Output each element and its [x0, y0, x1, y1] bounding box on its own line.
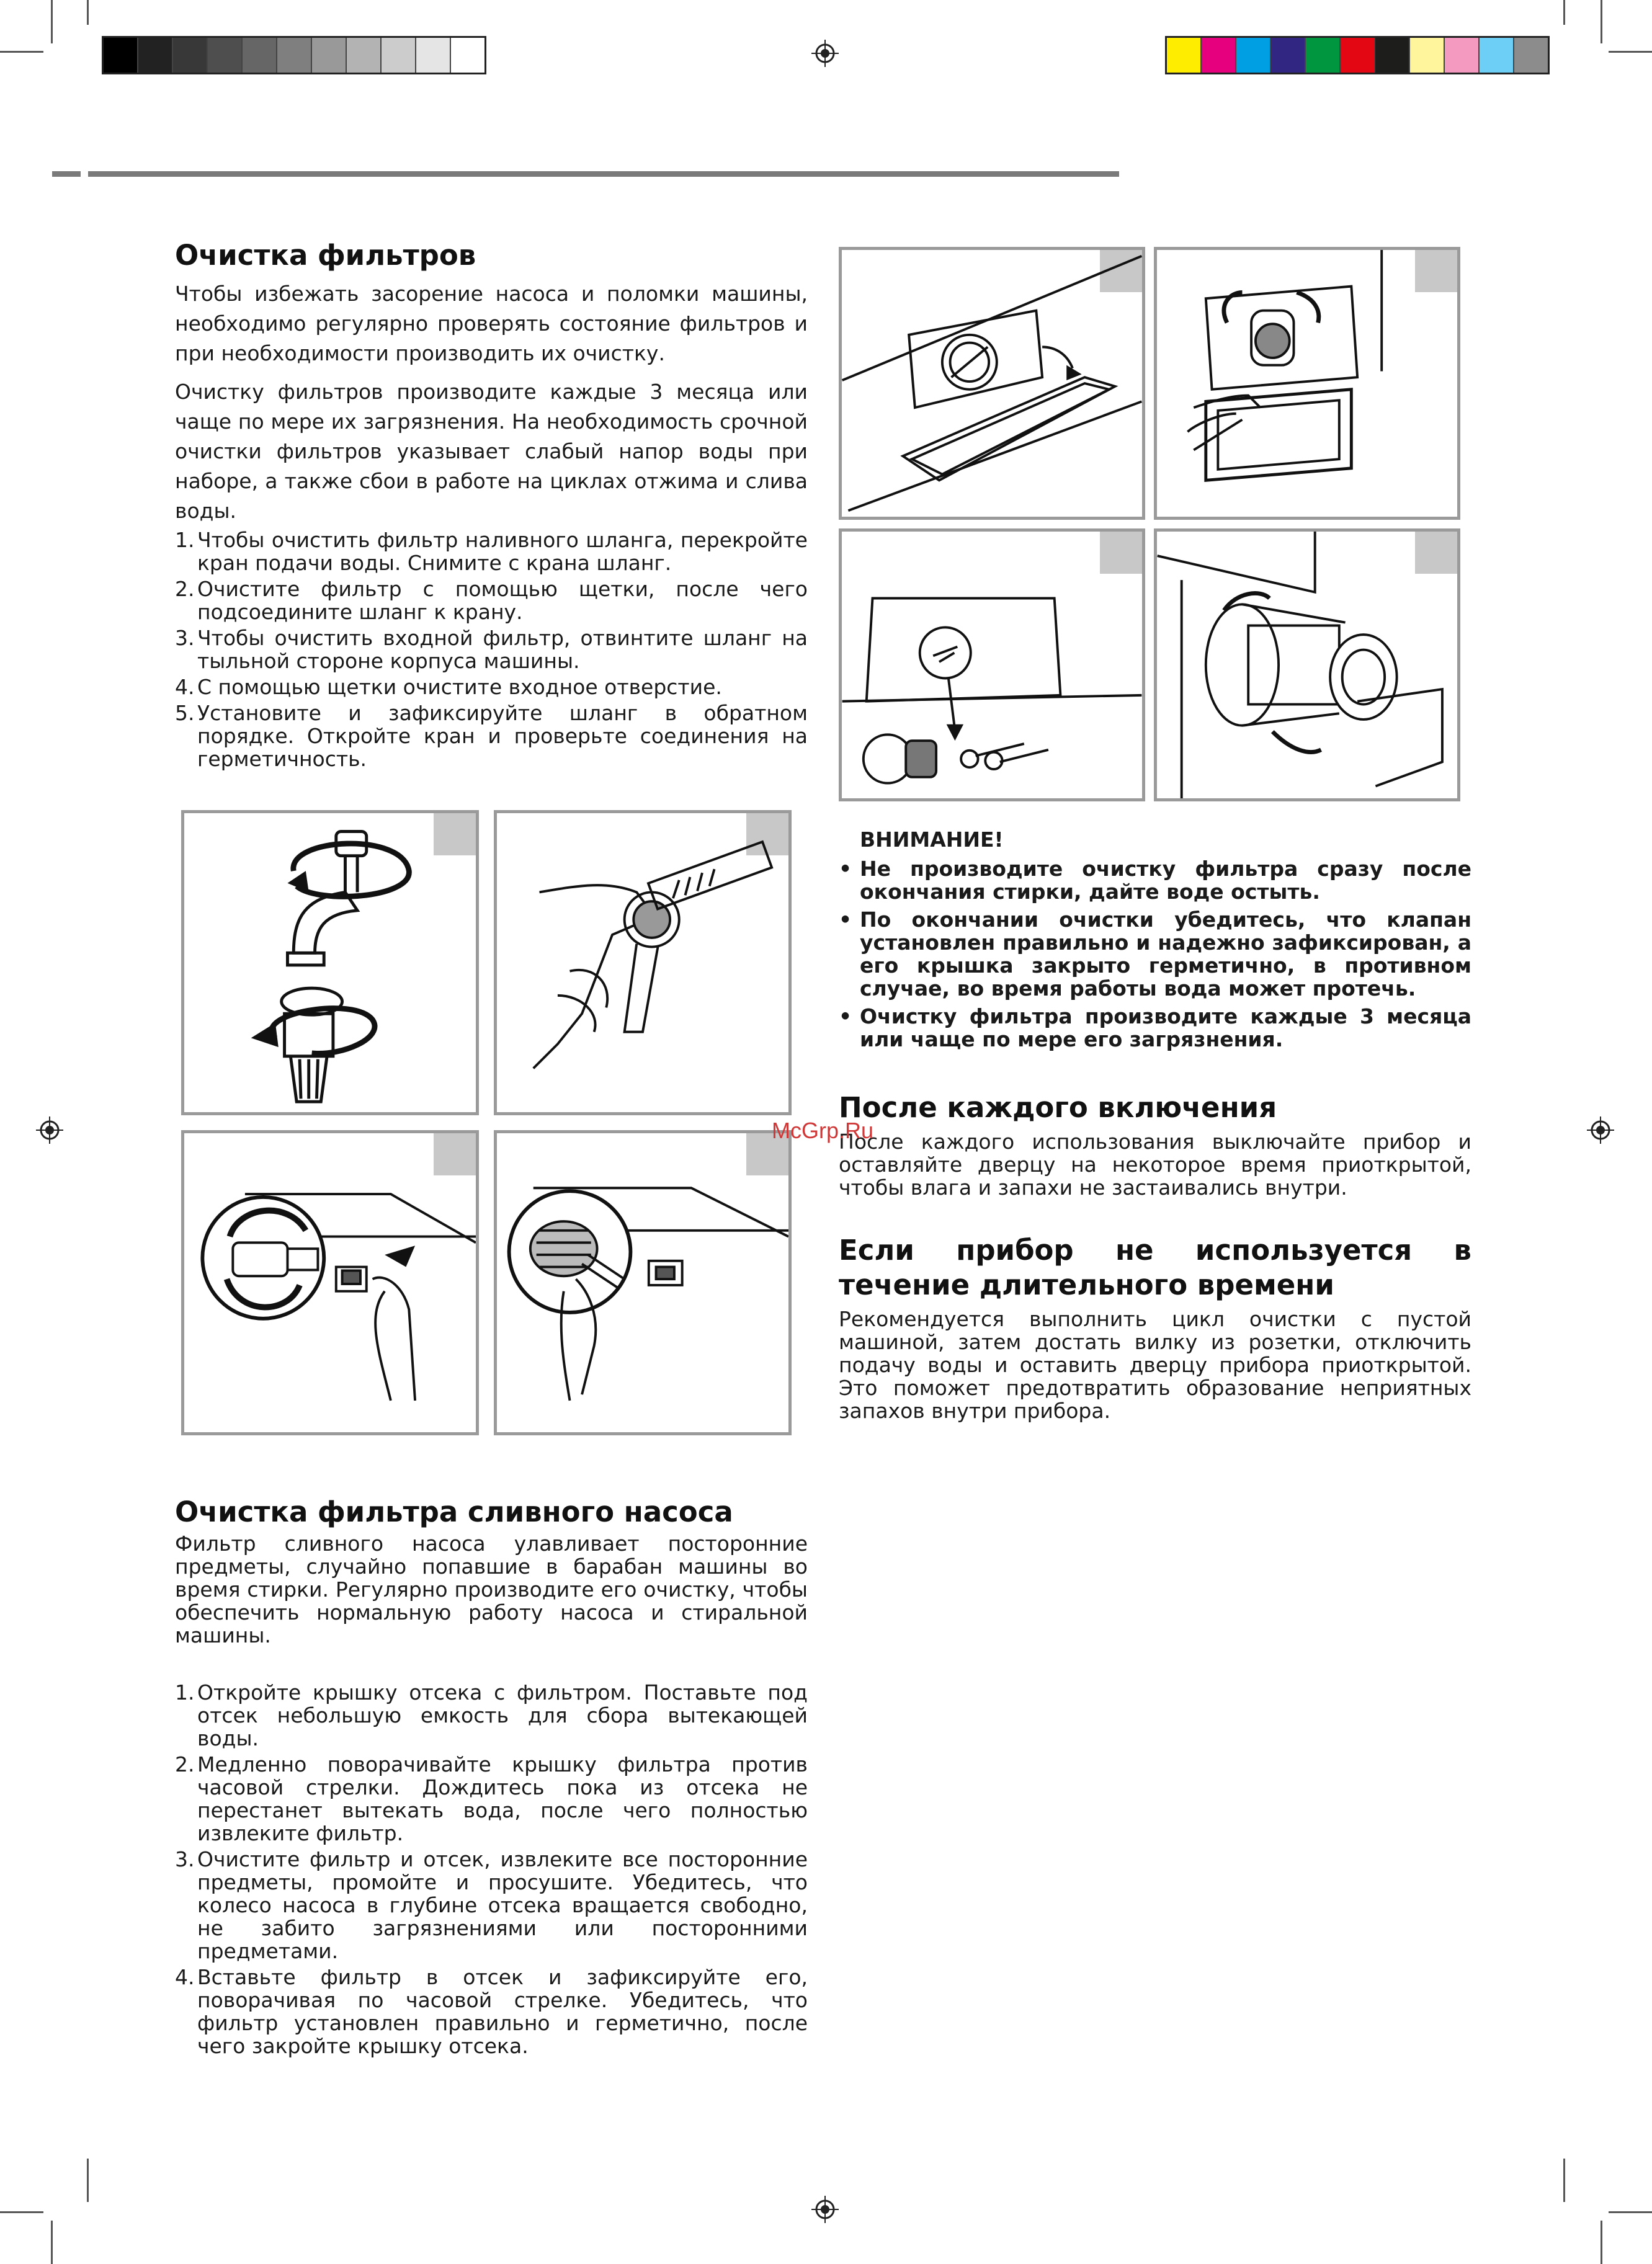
- section2-steps: [175, 1681, 808, 2061]
- bullet-icon: •: [839, 907, 852, 932]
- gray-swatch: [208, 38, 243, 73]
- gray-swatch: [347, 38, 382, 73]
- gray-swatch: [138, 38, 173, 73]
- brush-filter-illustration: [497, 813, 788, 1112]
- step-item: [175, 577, 808, 623]
- gray-swatch: [277, 38, 312, 73]
- gray-swatch: [173, 38, 208, 73]
- color-swatch: [1306, 38, 1341, 73]
- step-item: [175, 702, 808, 770]
- color-swatch: [1167, 38, 1202, 73]
- filter-parts-illustration: [842, 532, 1142, 798]
- color-swatch: [1410, 38, 1445, 73]
- section1-steps: [175, 528, 808, 773]
- header-rule-short: [52, 171, 81, 177]
- step-number: 5.: [175, 701, 195, 725]
- color-swatch: [1271, 38, 1306, 73]
- figure-clean-inlet: [494, 1130, 792, 1435]
- step-text: Вставьте фильтр в отсек и зафиксируйте его, поворачивая по часовой стрелке. Убедитесь, что фильтр установлен правильно и герметично, после чего закройте крышку отсека.: [197, 1965, 808, 2058]
- step-number: 3.: [175, 626, 195, 650]
- grayscale-calibration-bar: [102, 36, 486, 74]
- step-item: [175, 626, 808, 672]
- color-swatch: [1514, 38, 1548, 73]
- step-number: 3.: [175, 1847, 195, 1871]
- figure-unscrew-hose: [181, 1130, 479, 1435]
- step-number: 1.: [175, 1680, 195, 1705]
- figure-open-hatch: [839, 247, 1145, 520]
- step-item: [175, 528, 808, 574]
- gray-swatch: [451, 38, 484, 73]
- color-swatch: [1202, 38, 1236, 73]
- step-number: 2.: [175, 1752, 195, 1776]
- step-text: Медленно поворачивайте крышку фильтра против часовой стрелки. Дождитесь пока из отсека не перестанет вытекать вода, после чего полностью извлеките фильтр.: [197, 1752, 808, 1845]
- bullet-icon: •: [839, 1004, 852, 1028]
- tap-hose-illustration: [184, 813, 476, 1112]
- step-item: [175, 675, 808, 698]
- watermark: McGrp.Ru: [772, 1118, 874, 1143]
- section-title-filter-cleaning: Очистка фильтров: [175, 239, 476, 272]
- registration-mark-right: [1587, 1116, 1614, 1144]
- section-title-drain-pump-filter: Очистка фильтра сливного насоса: [175, 1495, 733, 1528]
- registration-mark-left: [36, 1116, 63, 1144]
- step-text: Очистите фильтр с помощью щетки, после чего подсоедините шланг к крану.: [197, 577, 808, 624]
- step-text: Установите и зафиксируйте шланг в обратном порядке. Откройте кран и проверьте соединения на герметичность.: [197, 701, 808, 771]
- bullet-icon: •: [839, 857, 852, 881]
- gray-swatch: [416, 38, 451, 73]
- warning-text: Не производите очистку фильтра сразу после окончания стирки, дайте воде остыть.: [860, 857, 1471, 904]
- color-calibration-bar: [1165, 36, 1550, 74]
- figure-brush-filter: [494, 810, 792, 1115]
- figure-tap-hose: [181, 810, 479, 1115]
- step-number: 4.: [175, 675, 195, 699]
- step-text: Откройте крышку отсека с фильтром. Поставьте под отсек небольшую емкость для сбора вытекающей воды.: [197, 1680, 808, 1750]
- warning-list: [839, 857, 1471, 1056]
- section-title-after-each-use: После каждого включения: [839, 1091, 1277, 1124]
- step-text: Очистите фильтр и отсек, извлеките все посторонние предметы, промойте и просушите. Убедитесь, что колесо насоса в глубине отсека вращается свободно, не забито загрязнениями или посторонними предметами.: [197, 1847, 808, 1963]
- warning-item: [839, 857, 1471, 903]
- color-swatch: [1375, 38, 1410, 73]
- section4-text: Рекомендуется выполнить цикл очистки с пустой машиной, затем достать вилку из розетки, отключить подачу воды и оставить дверцу прибора приоткрытой. Это поможет предотвратить образование неприятных запахов внутри прибора.: [839, 1307, 1471, 1423]
- figure-filter-parts: [839, 528, 1145, 801]
- step-number: 2.: [175, 577, 195, 601]
- remove-filter-illustration: [1157, 250, 1457, 517]
- color-swatch: [1480, 38, 1514, 73]
- figure-remove-filter: [1154, 247, 1460, 520]
- step-item: [175, 1681, 808, 1750]
- step-text: Чтобы очистить входной фильтр, отвинтите шланг на тыльной стороне корпуса машины.: [197, 626, 808, 673]
- warning-item: [839, 1005, 1471, 1051]
- step-item: [175, 1966, 808, 2057]
- warning-item: [839, 908, 1471, 1000]
- section1-intro: Чтобы избежать засорение насоса и поломки машины, необходимо регулярно проверять состояние фильтров и при необходимости производить их очистку.: [175, 282, 808, 365]
- unscrew-hose-illustration: [184, 1133, 476, 1432]
- section1-para2: Очистку фильтров производите каждые 3 месяца или чаще по мере их загрязнения. На необходимость срочной очистки фильтров указывает слабый напор воды при наборе, а также сбои в работе на циклах отжима и слива воды.: [175, 380, 808, 523]
- registration-mark-top: [811, 40, 839, 67]
- registration-mark-bottom: [811, 2196, 839, 2223]
- color-swatch: [1236, 38, 1271, 73]
- gray-swatch: [104, 38, 138, 73]
- insert-filter-illustration: [1157, 532, 1457, 798]
- gray-swatch: [382, 38, 416, 73]
- step-number: 1.: [175, 528, 195, 552]
- step-text: Чтобы очистить фильтр наливного шланга, перекройте кран подачи воды. Снимите с крана шланг.: [197, 528, 808, 575]
- warning-text: Очистку фильтра производите каждые 3 месяца или чаще по мере его загрязнения.: [860, 1004, 1471, 1051]
- figure-insert-filter: [1154, 528, 1460, 801]
- gray-swatch: [312, 38, 347, 73]
- gray-swatch: [243, 38, 277, 73]
- color-swatch: [1341, 38, 1375, 73]
- open-hatch-illustration: [842, 250, 1142, 517]
- step-text: С помощью щетки очистите входное отверстие.: [197, 675, 722, 699]
- color-swatch: [1445, 38, 1480, 73]
- section3-text: После каждого использования выключайте прибор и оставляйте дверцу на некоторое время приоткрытой, чтобы влага и запахи не застаивались внутри.: [839, 1130, 1471, 1200]
- step-number: 4.: [175, 1965, 195, 1989]
- warning-text: По окончании очистки убедитесь, что клапан установлен правильно и надежно зафиксирован, а его крышка закрыто герметично, в противном случае, во время работы вода может протечь.: [860, 907, 1471, 1001]
- clean-inlet-illustration: [497, 1133, 788, 1432]
- step-item: [175, 1753, 808, 1845]
- header-rule: [88, 171, 1119, 177]
- warning-title: ВНИМАНИЕ!: [860, 827, 1004, 852]
- section2-intro: Фильтр сливного насоса улавливает посторонние предметы, случайно попавшие в барабан машины во время стирки. Регулярно производите его очистку, чтобы обеспечить нормальную работу насоса и стиральной машины.: [175, 1531, 808, 1647]
- step-item: [175, 1848, 808, 1963]
- section-title-long-inactivity: Если прибор не используется в течение длительного времени: [839, 1234, 1471, 1301]
